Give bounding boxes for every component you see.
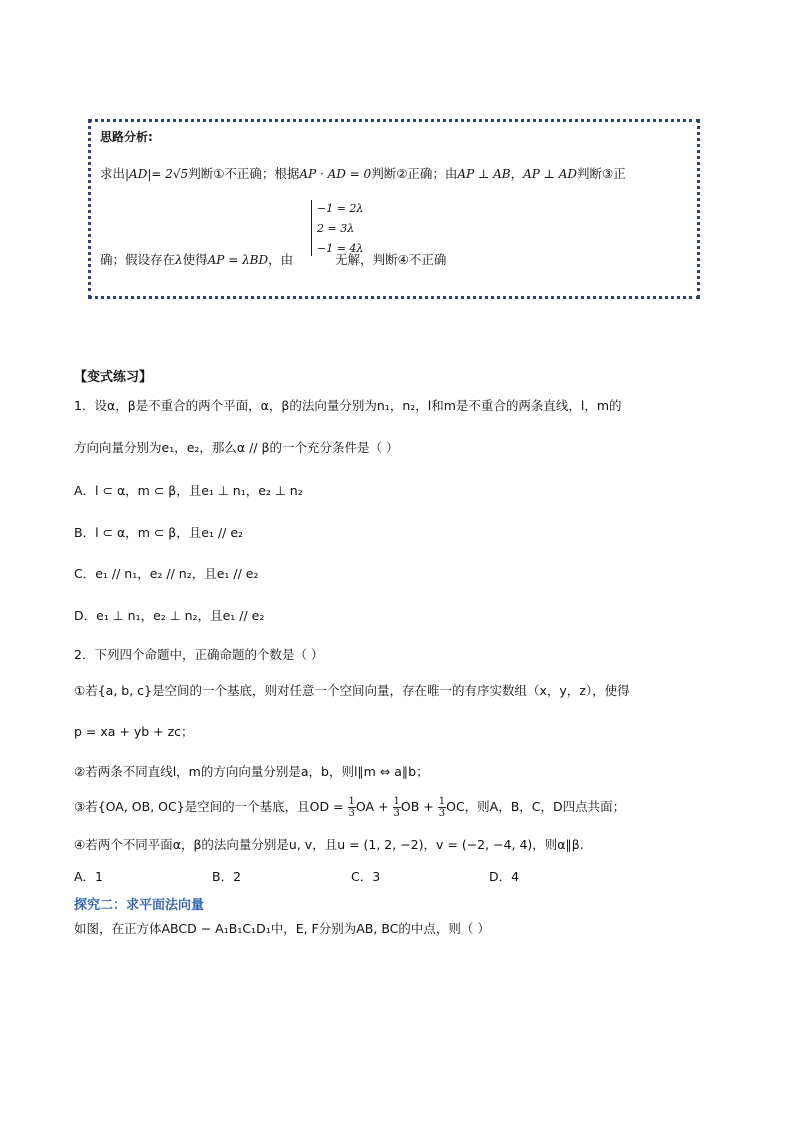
math-ad-length: |AD|= 2√5: [125, 167, 189, 181]
fraction-one-third: $\frac{1}{3}$: [438, 796, 446, 819]
q1-line-1: 1．设α，β是不重合的两个平面，α，β的法向量分别为n₁，n₂，l和m是不重合的两条直线，l，m的: [74, 398, 622, 413]
analysis-title: 思路分析:: [100, 130, 153, 144]
analysis-box: [88, 119, 700, 299]
q1-option-a: A．l ⊂ α，m ⊂ β，且e₁ ⊥ n₁，e₂ ⊥ n₂: [74, 483, 303, 498]
math-ap-lambda-bd: AP = λBD: [207, 253, 269, 267]
q1-option-b: B．l ⊂ α，m ⊂ β，且e₁ // e₂: [74, 525, 244, 540]
fraction-one-third: $\frac{1}{3}$: [393, 796, 400, 819]
fraction-one-third: $\frac{1}{3}$: [348, 796, 355, 819]
math-ap-perp-ad: AP ⊥ AD: [523, 167, 578, 181]
analysis-line-2: 确；假设存在λ使得AP = λBD，由 无解，判断④不正确: [100, 252, 447, 267]
q2-proposition-1-formula: p = xa + yb + zc；: [74, 724, 194, 739]
q2-option-d: D．4: [489, 869, 520, 884]
q2-option-b: B．2: [212, 869, 242, 884]
analysis-line-1: 求出|AD|= 2√5判断①不正确；根据AP · AD = 0判断②正确；由AP ⊥ AB，AP ⊥ AD判断③正: [100, 166, 626, 181]
q2-proposition-2: ②若两条不同直线l，m的方向向量分别是a，b，则l∥m ⇔ a∥b；: [74, 764, 429, 779]
q1-line-2: 方向向量分别为e₁，e₂，那么α // β的一个充分条件是（ ）: [74, 440, 399, 455]
q2-proposition-4: ④若两个不同平面α，β的法向量分别是u, v，且u = (1, 2, −2)，v = (−2, −4, 4)，则α∥β.: [74, 837, 584, 852]
q1-option-d: D．e₁ ⊥ n₁，e₂ ⊥ n₂，且e₁ // e₂: [74, 608, 265, 623]
q2-option-c: C．3: [351, 869, 381, 884]
q2-proposition-3: ③若{OA, OB, OC}是空间的一个基底，且OD = $\frac{1}{3}$ OA + $\frac{1}{3}$ OB + $\frac{1}{3}$ OC，则A，B，C，D四点共面；: [74, 796, 626, 819]
q2-option-a: A．1: [74, 869, 104, 884]
q2-proposition-1: ①若{a, b, c}是空间的一个基底，则对任意一个空间向量，存在唯一的有序实数组（x，y，z），使得: [74, 683, 630, 698]
q2-stem: 2．下列四个命题中，正确命题的个数是（ ）: [74, 647, 324, 662]
section-heading-variant-practice: 【变式练习】: [74, 370, 153, 385]
equation-row: −1 = 4λ: [317, 242, 364, 255]
section2-question: 如图，在正方体ABCD − A₁B₁C₁D₁中，E, F分别为AB, BC的中点，则（ ）: [74, 921, 490, 936]
equation-row: −1 = 2λ: [317, 202, 364, 215]
math-dot-product: AP · AD = 0: [299, 167, 372, 181]
section-heading-plane-normal: 探究二：求平面法向量: [74, 898, 205, 913]
math-ap-perp-ab: AP ⊥ AB: [457, 167, 511, 181]
q1-option-c: C．e₁ // n₁，e₂ // n₂，且e₁ // e₂: [74, 566, 259, 581]
equation-row: 2 = 3λ: [317, 222, 355, 235]
